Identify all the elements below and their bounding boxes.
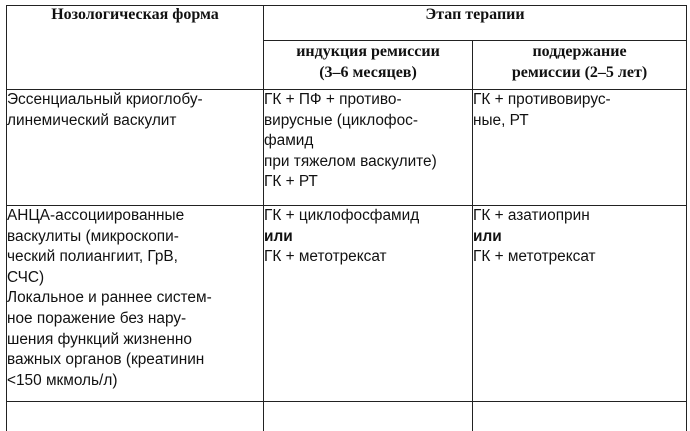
or-keyword: или	[473, 227, 502, 245]
cell-form: Эссенциальный криоглобу- линемический васкулит	[7, 90, 264, 206]
cell-form: АНЦА-ассоциированные васкулиты (микроскопи- ческий полиангиит, ГрВ, СЧС) Локальное и раннее систем- ное поражение без нару- шения функций жизненно важных органов (креатинин <150 мкмоль/л)	[7, 206, 264, 402]
header-nosological-form: Нозологическая форма	[7, 6, 264, 90]
cell-induction: ГК + циклофосфамид или ГК + метотрексат	[264, 206, 473, 402]
header-induction-line1: индукция ремиссии	[296, 43, 440, 60]
cell-induction	[264, 402, 473, 431]
cell-form	[7, 402, 264, 431]
table-row	[7, 206, 687, 402]
table-row	[7, 90, 687, 206]
header-induction	[264, 41, 473, 90]
cell-maintenance: ГК + противовирус- ные, РТ	[473, 90, 687, 206]
cell-maintenance: ГК + азатиоприн или ГК + метотрексат	[473, 206, 687, 402]
header-therapy-stage: Этап терапии	[264, 6, 687, 41]
header-maintenance	[473, 41, 687, 90]
header-maintenance-line2: ремиссии (2–5 лет)	[511, 64, 648, 81]
table-row-cut-off	[7, 402, 687, 431]
header-maintenance-line1: поддержание	[532, 43, 627, 60]
therapy-table	[6, 5, 687, 431]
header-induction-line2: (3–6 месяцев)	[319, 64, 417, 81]
cell-induction: ГК + ПФ + противо- вирусные (циклофос- фамид при тяжелом васкулите) ГК + РТ	[264, 90, 473, 206]
or-keyword: или	[264, 227, 293, 245]
cell-maintenance	[473, 402, 687, 431]
